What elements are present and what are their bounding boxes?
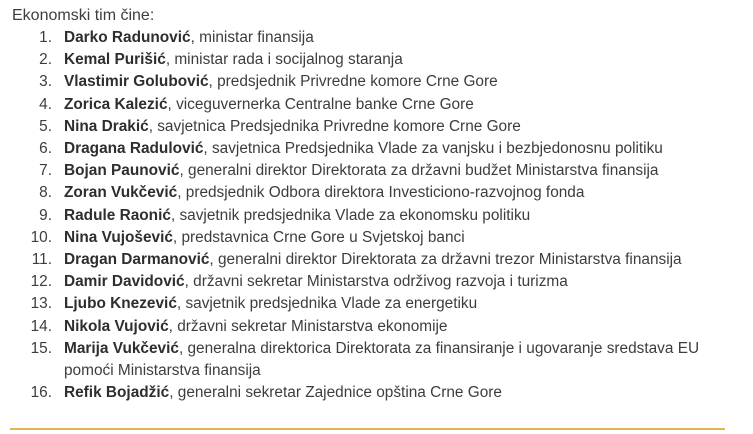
item-number: 9. bbox=[39, 206, 52, 224]
item-text bbox=[64, 182, 734, 204]
member-role: , ministar rada i socijalnog staranja bbox=[165, 51, 403, 69]
list-item bbox=[0, 49, 753, 71]
list-item bbox=[0, 71, 753, 93]
member-name: Dragana Radulović bbox=[64, 140, 204, 158]
list-item bbox=[0, 205, 753, 227]
member-role: , predsjednik Privredne komore Crne Gore bbox=[208, 73, 498, 91]
member-name: Zoran Vukčević bbox=[64, 184, 178, 202]
item-number: 13. bbox=[30, 295, 52, 313]
member-name: Zorica Kalezić bbox=[64, 95, 168, 113]
member-name: Darko Radunović bbox=[64, 29, 191, 46]
member-name: Marija Vukčević bbox=[64, 339, 179, 357]
item-text bbox=[64, 27, 734, 49]
member-name: Radule Raonić bbox=[64, 206, 171, 224]
item-number: 14. bbox=[30, 317, 52, 335]
item-number: 7. bbox=[39, 162, 52, 180]
member-name: Refik Bojadžić bbox=[64, 384, 170, 402]
item-text bbox=[64, 49, 734, 71]
list-item bbox=[0, 316, 753, 338]
footer-divider bbox=[10, 428, 725, 430]
member-role: , generalni direktor Direktorata za državni trezor Ministarstva finansija bbox=[209, 251, 682, 269]
item-text bbox=[64, 293, 734, 315]
list-item bbox=[0, 271, 753, 293]
member-name: Ljubo Knezević bbox=[64, 295, 177, 313]
item-text bbox=[64, 94, 734, 116]
member-name: Kemal Purišić bbox=[64, 51, 166, 69]
list-item bbox=[0, 27, 753, 49]
member-name: Nina Vujošević bbox=[64, 228, 173, 246]
item-number: 1. bbox=[39, 29, 52, 46]
item-number: 5. bbox=[39, 117, 52, 135]
member-role: , državni sekretar Ministarstva održivog razvoja i turizma bbox=[184, 273, 568, 291]
member-role: , predstavnica Crne Gore u Svjetskoj banci bbox=[172, 228, 465, 246]
member-name: Dragan Darmanović bbox=[64, 251, 210, 269]
member-role: , savjetnik predsjednika Vlade za energetiku bbox=[176, 295, 478, 313]
item-number: 8. bbox=[39, 184, 52, 202]
list-item bbox=[0, 138, 753, 160]
member-name: Damir Davidović bbox=[64, 273, 185, 291]
item-number: 10. bbox=[30, 228, 52, 246]
member-role: , predsjednik Odbora direktora Investiciono-razvojnog fonda bbox=[177, 184, 585, 202]
item-text bbox=[64, 382, 734, 404]
list-item bbox=[0, 382, 753, 404]
list-item bbox=[0, 293, 753, 315]
list-item bbox=[0, 182, 753, 204]
item-text bbox=[64, 249, 734, 271]
list-item bbox=[0, 94, 753, 116]
item-text bbox=[64, 316, 734, 338]
item-text bbox=[64, 71, 734, 93]
member-role: , savjetnik predsjednika Vlade za ekonomsku politiku bbox=[170, 206, 531, 224]
member-name: Nina Drakić bbox=[64, 117, 149, 135]
item-number: 11. bbox=[31, 251, 52, 269]
member-name: Vlastimir Golubović bbox=[64, 73, 209, 91]
member-role: , savjetnica Predsjednika Vlade za vanjsku i bezbjedonosnu politiku bbox=[203, 140, 663, 158]
member-role: , generalni direktor Direktorata za državni budžet Ministarstva finansija bbox=[179, 162, 659, 180]
member-role: , savjetnica Predsjednika Privredne komore Crne Gore bbox=[148, 117, 521, 135]
item-number: 6. bbox=[39, 140, 52, 158]
economic-team-list bbox=[0, 27, 753, 404]
member-role: , generalna direktorica Direktorata za finansiranje i ugovaranje sredstava EU pomoći Ministarstva finansija bbox=[64, 339, 700, 380]
member-role: , generalni sekretar Zajednice opština Crne Gore bbox=[169, 384, 502, 402]
item-number: 3. bbox=[39, 73, 52, 91]
item-text bbox=[64, 116, 734, 138]
item-number: 4. bbox=[39, 95, 52, 113]
item-text bbox=[64, 160, 734, 182]
item-text bbox=[64, 338, 734, 382]
list-item bbox=[0, 160, 753, 182]
list-heading: Ekonomski tim čine: bbox=[12, 7, 155, 24]
item-text bbox=[64, 271, 734, 293]
item-number: 15. bbox=[30, 339, 52, 357]
list-item bbox=[0, 227, 753, 249]
item-number: 16. bbox=[30, 384, 52, 402]
item-text bbox=[64, 205, 734, 227]
item-number: 12. bbox=[30, 273, 52, 291]
list-item bbox=[0, 338, 753, 382]
item-number: 2. bbox=[39, 51, 52, 69]
list-item bbox=[0, 116, 753, 138]
member-name: Bojan Paunović bbox=[64, 162, 180, 180]
member-name: Nikola Vujović bbox=[64, 317, 169, 335]
item-text bbox=[64, 227, 734, 249]
member-role: , državni sekretar Ministarstva ekonomije bbox=[168, 317, 448, 335]
list-item bbox=[0, 249, 753, 271]
member-role: , ministar finansija bbox=[190, 29, 314, 46]
item-text bbox=[64, 138, 734, 160]
member-role: , viceguvernerka Centralne banke Crne Gore bbox=[167, 95, 474, 113]
